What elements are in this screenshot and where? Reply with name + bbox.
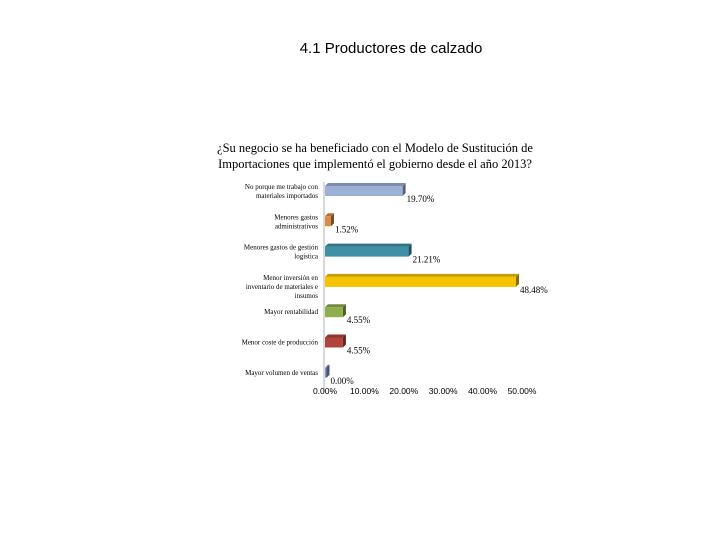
- bar: [325, 186, 403, 196]
- category-label: Menor inversión en inventario de materiales e insumos: [245, 273, 318, 300]
- bar-top: [325, 335, 346, 338]
- bar: [325, 277, 516, 287]
- bar-top: [325, 304, 346, 307]
- x-tick-label: 20.00%: [389, 386, 419, 396]
- data-label: 4.55%: [346, 345, 371, 356]
- category-label: No porque me trabajo con materiales importados: [244, 183, 318, 200]
- bar: [325, 216, 331, 226]
- x-tick-label: 40.00%: [468, 386, 498, 396]
- bar: [325, 307, 343, 317]
- slide-title: 4.1 Productores de calzado: [299, 40, 483, 57]
- x-tick-label: 50.00%: [507, 386, 537, 396]
- category-label: Mayor rentabilidad: [264, 308, 318, 317]
- bar-top: [325, 274, 519, 277]
- chart-title: ¿Su negocio se ha beneficiado con el Modelo de Sustitución de Importaciones que implementó el gobierno desde el año 2013?: [217, 141, 533, 171]
- data-label: 19.70%: [406, 194, 435, 204]
- bar: [325, 247, 409, 257]
- bar: [325, 368, 327, 378]
- data-label: 21.21%: [412, 254, 441, 265]
- data-label: 1.52%: [334, 224, 359, 235]
- bar-top: [325, 244, 412, 247]
- bar-top: [325, 183, 406, 186]
- category-label: Menores gastos administrativos: [274, 213, 318, 231]
- bar: [325, 338, 343, 348]
- data-label: 4.55%: [346, 315, 371, 326]
- category-label: Mayor volumen de ventas: [245, 368, 318, 377]
- axis-wall: [323, 182, 325, 392]
- data-label: 48.48%: [520, 284, 548, 295]
- x-tick-label: 0.00%: [312, 386, 338, 396]
- category-label: Menores gastos de gestión logística: [243, 243, 318, 261]
- data-label: 0.00%: [330, 375, 354, 386]
- x-tick-label: 10.00%: [349, 386, 379, 396]
- category-label: Menor coste de producción: [241, 338, 318, 347]
- x-tick-label: 30.00%: [428, 386, 458, 396]
